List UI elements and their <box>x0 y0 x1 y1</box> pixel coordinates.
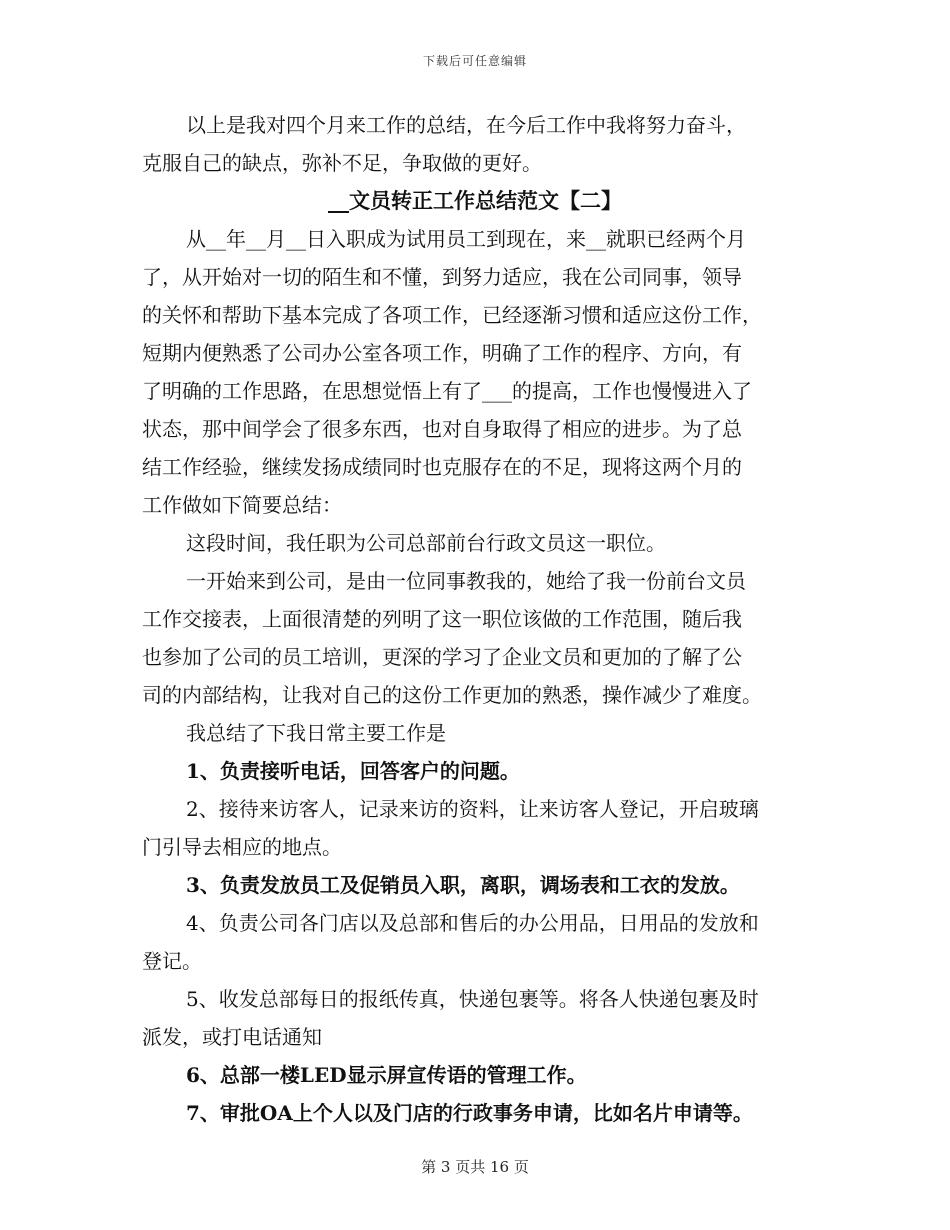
paragraph-line: 从__年__月__日入职成为试用员工到现在，来__就职已经两个月 <box>186 227 746 251</box>
list-item-2-continued: 门引导去相应的地点。 <box>142 835 342 859</box>
paragraph-line: 的关怀和帮助下基本完成了各项工作，已经逐渐习惯和适应这份工作， <box>142 303 762 327</box>
paragraph-line: 司的内部结构，让我对自己的这份工作更加的熟悉，操作减少了难度。 <box>142 683 762 707</box>
paragraph-line: 也参加了公司的员工培训，更深的学习了企业文员和更加的了解了公 <box>142 645 742 669</box>
page-footer: 第 3 页共 16 页 <box>421 1158 529 1176</box>
paragraph-line: 我总结了下我日常主要工作是 <box>186 721 446 745</box>
paragraph-line: 结工作经验，继续发扬成绩同时也克服存在的不足，现将这两个月的 <box>142 455 742 479</box>
paragraph-line: 这段时间，我任职为公司总部前台行政文员这一职位。 <box>186 531 666 555</box>
list-item-4-continued: 登记。 <box>142 949 202 973</box>
document-body <box>142 106 808 1132</box>
paragraph-line: 工作做如下简要总结： <box>142 493 342 517</box>
paragraph-line: 以上是我对四个月来工作的总结，在今后工作中我将努力奋斗， <box>186 113 746 137</box>
list-item-3: 3、负责发放员工及促销员入职，离职，调场表和工衣的发放。 <box>186 873 740 897</box>
list-item-4: 4、负责公司各门店以及总部和售后的办公用品，日用品的发放和 <box>186 911 759 935</box>
paragraph-line: 了明确的工作思路，在思想觉悟上有了___的提高，工作也慢慢进入了 <box>142 379 752 403</box>
list-item-5: 5、收发总部每日的报纸传真，快递包裹等。将各人快递包裹及时 <box>186 987 759 1011</box>
paragraph-line: 克服自己的缺点，弥补不足，争取做的更好。 <box>142 151 542 175</box>
list-item-7: 7、审批OA上个人以及门店的行政事务申请，比如名片申请等。 <box>186 1101 753 1125</box>
paragraph-line: 了，从开始对一切的陌生和不懂，到努力适应，我在公司同事，领导 <box>142 265 742 289</box>
paragraph-line: 状态，那中间学会了很多东西，也对自身取得了相应的进步。为了总 <box>142 417 742 441</box>
list-item-1: 1、负责接听电话，回答客户的问题。 <box>186 759 520 783</box>
paragraph-line: 一开始来到公司，是由一位同事教我的，她给了我一份前台文员 <box>186 569 746 593</box>
list-item-5-continued: 派发，或打电话通知 <box>142 1025 322 1049</box>
paragraph-line: 短期内便熟悉了公司办公室各项工作，明确了工作的程序、方向，有 <box>142 341 742 365</box>
list-item-6: 6、总部一楼LED显示屏宣传语的管理工作。 <box>186 1063 587 1087</box>
paragraph-line: 工作交接表，上面很清楚的列明了这一职位该做的工作范围，随后我 <box>142 607 742 631</box>
page-header: 下载后可任意编辑 <box>422 54 527 68</box>
list-item-2: 2、接待来访客人，记录来访的资料，让来访客人登记，开启玻璃 <box>186 797 759 821</box>
section-title: __文员转正工作总结范文【二】 <box>328 188 622 213</box>
